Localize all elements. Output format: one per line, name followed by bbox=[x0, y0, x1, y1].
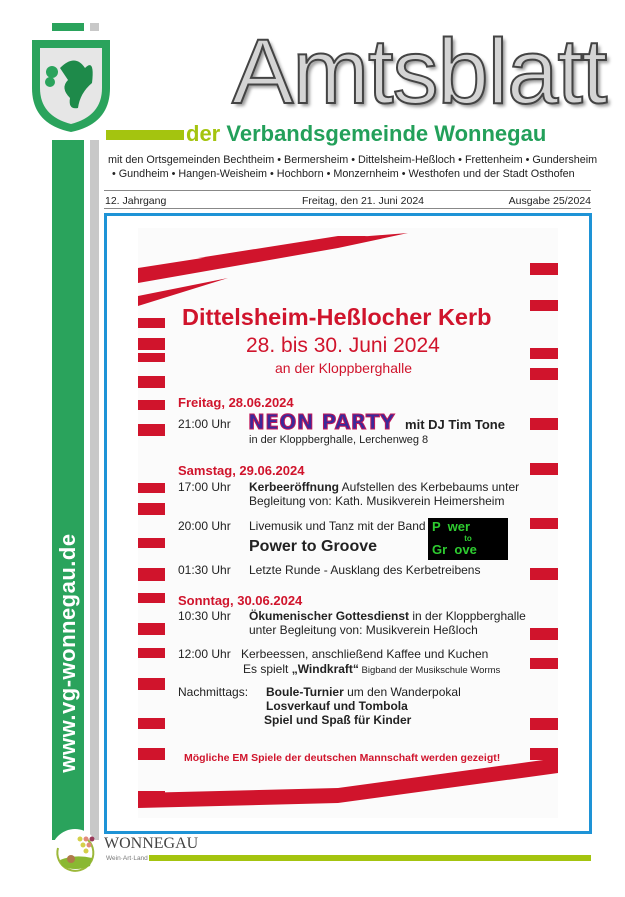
event-description: Kerbeessen, anschließend Kaffee und Kuchen bbox=[241, 647, 489, 661]
event-bold: Kerbeeröffnung bbox=[249, 480, 339, 494]
volume: 12. Jahrgang bbox=[105, 195, 167, 207]
event-text: Aufstellen des Kerbebaums unter bbox=[339, 480, 520, 494]
event-text: um den Wanderpokal bbox=[343, 685, 461, 699]
afternoon-item bbox=[266, 686, 461, 699]
municipalities-line-1: mit den Ortsgemeinden Bechtheim • Bermersheim • Dittelsheim-Heßloch • Frettenheim • Gundersheim bbox=[108, 154, 598, 166]
event-time: 17:00 Uhr bbox=[178, 480, 231, 494]
footer-logo-name: WONNEGAU bbox=[104, 835, 199, 852]
poster-dates: 28. bis 30. Juni 2024 bbox=[246, 334, 440, 357]
event-time: 10:30 Uhr bbox=[178, 609, 231, 623]
poster-title: Dittelsheim-Heßlocher Kerb bbox=[182, 304, 492, 330]
event-description-line2: Begleitung von: Kath. Musikverein Heimersheim bbox=[249, 494, 505, 508]
dj-name: mit DJ Tim Tone bbox=[405, 417, 505, 432]
band-logo-line1: P wer bbox=[432, 519, 471, 534]
afternoon-item: Losverkauf und Tombola bbox=[266, 699, 408, 713]
lime-accent-bar bbox=[106, 130, 184, 140]
power-to-groove-logo bbox=[428, 518, 508, 560]
event-time: 12:00 Uhr bbox=[178, 647, 231, 661]
event-bold: Boule-Turnier bbox=[266, 685, 344, 699]
event-description-line2: unter Begleitung von: Musikverein Heßloch bbox=[249, 623, 478, 637]
poster-note: Mögliche EM Spiele der deutschen Mannschaft werden gezeigt! bbox=[184, 752, 501, 764]
poster-venue: an der Kloppberghalle bbox=[275, 360, 412, 376]
event-small: Bigband der Musikschule Worms bbox=[358, 665, 501, 676]
publisher-title bbox=[186, 121, 546, 146]
event-time: 01:30 Uhr bbox=[178, 563, 231, 577]
issue-number: Ausgabe 25/2024 bbox=[508, 195, 591, 207]
event-description: Livemusik und Tanz mit der Band bbox=[249, 519, 426, 533]
event-description bbox=[249, 610, 526, 623]
divider bbox=[104, 190, 591, 191]
divider bbox=[104, 208, 591, 209]
saturday-heading: Samstag, 29.06.2024 bbox=[178, 463, 305, 478]
band-logo-line2: Gr ove bbox=[432, 542, 477, 557]
event-description-line2 bbox=[243, 663, 500, 677]
event-bold: „Windkraft“ bbox=[291, 662, 359, 676]
band-logo-to: to bbox=[464, 534, 472, 543]
sidebar-grey-bar bbox=[90, 140, 99, 840]
afternoon-item: Spiel und Spaß für Kinder bbox=[264, 713, 412, 727]
publisher-name: Verbandsgemeinde Wonnegau bbox=[226, 121, 547, 146]
event-description bbox=[249, 481, 519, 494]
band-name: Power to Groove bbox=[249, 538, 378, 555]
event-time: 21:00 Uhr bbox=[178, 417, 231, 431]
event-time: 20:00 Uhr bbox=[178, 519, 231, 533]
friday-event-row bbox=[248, 412, 505, 432]
coat-of-arms-logo bbox=[30, 38, 112, 134]
event-bold: Ökumenischer Gottesdienst bbox=[249, 609, 410, 623]
website-url[interactable]: www.vg-wonnegau.de bbox=[55, 533, 80, 773]
event-text: Es spielt bbox=[243, 662, 292, 676]
wonnegau-logo-icon bbox=[50, 828, 100, 878]
sunday-heading: Sonntag, 30.06.2024 bbox=[178, 593, 303, 608]
event-text: in der Kloppberghalle bbox=[409, 609, 526, 623]
top-grey-accent bbox=[90, 23, 99, 31]
newspaper-title: Amtsblatt bbox=[232, 21, 607, 123]
friday-heading: Freitag, 28.06.2024 bbox=[178, 395, 294, 410]
afternoon-label: Nachmittags: bbox=[178, 685, 249, 699]
footer-logo-tagline: Wein·Art·Land bbox=[106, 855, 148, 862]
neon-party-title: NEON PARTY bbox=[248, 410, 396, 434]
event-description: Letzte Runde - Ausklang des Kerbetreibens bbox=[249, 563, 481, 577]
municipalities-line-2: • Gundheim • Hangen-Weisheim • Hochborn • Monzernheim • Westhofen und der Stadt Osthofen bbox=[112, 168, 575, 180]
event-location: in der Kloppberghalle, Lerchenweg 8 bbox=[249, 434, 429, 446]
issue-date: Freitag, den 21. Juni 2024 bbox=[302, 195, 425, 207]
top-green-accent bbox=[52, 23, 84, 31]
publisher-der: der bbox=[186, 121, 221, 146]
footer-lime-bar bbox=[149, 855, 591, 861]
